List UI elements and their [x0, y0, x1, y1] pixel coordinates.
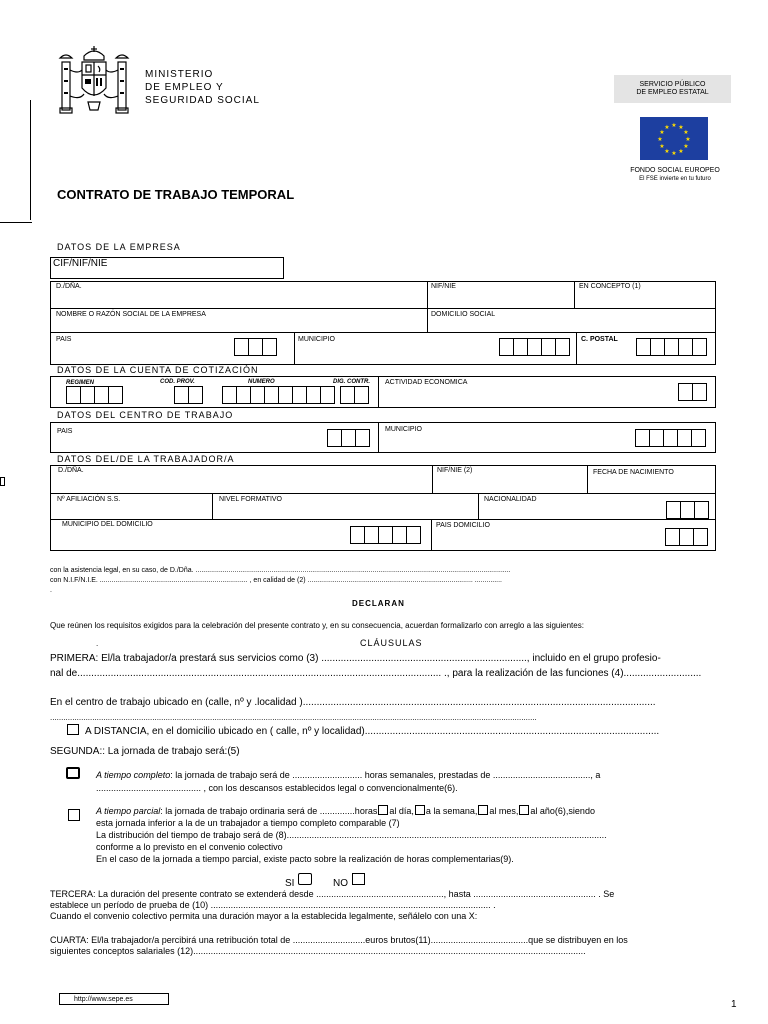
distancia-line: A DISTANCIA, en el domicilio ubicado en ( calle, nº y localidad)..........................................................................................................: [85, 726, 660, 737]
trabajador-col-divider: [478, 493, 479, 519]
actividad-label: ACTIVIDAD ECONOMICA: [385, 379, 468, 386]
svg-text:★: ★: [683, 129, 689, 136]
parcial-line-3: La distribución del tiempo de trabajo será de (8)................................................................................................................................: [96, 830, 607, 840]
numero-cells[interactable]: [222, 386, 335, 404]
centro-pais-cells[interactable]: [327, 429, 370, 447]
regimen-cells[interactable]: [66, 386, 123, 404]
empresa-concepto-label: EN CONCEPTO (1): [579, 283, 641, 290]
completo-line: [96, 770, 600, 781]
parcial-line: [96, 805, 595, 817]
dia-label: al día,: [389, 806, 414, 816]
trabajador-col-divider: [587, 465, 588, 493]
empresa-row-divider: [50, 308, 716, 309]
separator-dot: .: [50, 587, 52, 594]
cif-field[interactable]: [50, 257, 284, 279]
nacionalidad-cells[interactable]: [666, 501, 709, 519]
svg-text:★: ★: [683, 143, 689, 150]
centro-municipio-cells[interactable]: [635, 429, 706, 447]
svg-text:★: ★: [685, 136, 691, 143]
trabajador-row-divider: [50, 519, 716, 520]
separator-dot: .: [96, 639, 99, 648]
margin-line: [30, 100, 31, 220]
section-trabajador: DATOS DEL/DE LA TRABAJADOR/A: [57, 454, 235, 464]
eu-flag-icon: [640, 117, 708, 160]
centro-pais-label: PAIS: [57, 428, 73, 435]
cif-label: CIF/NIF/NIE: [53, 258, 108, 269]
primera-line-2: nal de................................................................................................................................... ., para la realización de las funciones (4)............................: [50, 668, 702, 679]
trabajador-col-divider: [432, 465, 433, 493]
si-label: SI: [285, 878, 295, 889]
clausulas-heading: CLÁUSULAS: [360, 638, 423, 648]
sepe-url-box[interactable]: [59, 993, 169, 1005]
completo-line-2: .......................................... , con los descansos establecidos legal o convencionalmente(6).: [96, 783, 458, 793]
trabajador-afiliacion-label: Nº AFILIACIÓN S.S.: [57, 496, 121, 503]
completo-text: : la jornada de trabajo será de ............................ horas semanales, prestadas de ......................................., a: [170, 770, 601, 780]
centro-line-2: ...........................................................................................................................................................................................................................: [50, 713, 537, 722]
empresa-pais-cells[interactable]: [234, 338, 277, 356]
declaran-heading: DECLARAN: [352, 599, 405, 608]
no-checkbox[interactable]: [352, 873, 365, 885]
parcial-line-4: conforme a lo previsto en el convenio colectivo: [96, 842, 283, 852]
empresa-nif-label: NIF/NIE: [431, 283, 456, 290]
trabajador-row-divider: [50, 493, 716, 494]
empresa-cpostal-cells[interactable]: [636, 338, 707, 356]
empresa-pais-label: PAIS: [56, 336, 72, 343]
cotizacion-col-divider: [378, 376, 379, 408]
margin-tick: [0, 222, 32, 223]
pais-domicilio-cells[interactable]: [665, 528, 708, 546]
tercera-line-1: TERCERA: La duración del presente contrato se extenderá desde ..................................................., hasta ................................................. . Se: [50, 889, 615, 899]
actividad-cells[interactable]: [678, 383, 707, 401]
svg-text:★: ★: [657, 136, 663, 143]
svg-text:★: ★: [664, 148, 670, 155]
trabajador-nacionalidad-label: NACIONALIDAD: [484, 496, 537, 503]
sepe-line-1: SERVICIO PÚBLICO: [639, 81, 706, 88]
trabajador-col-divider: [212, 493, 213, 519]
cuarta-line-2: siguientes conceptos salariales (12).............................................................................................................................................................: [50, 946, 586, 956]
page-number: 1: [731, 999, 737, 1010]
empresa-box: [50, 281, 716, 365]
reunen-line: Que reúnen los requisitos exigidos para la celebración del presente contrato y, en su consecuencia, acuerdan formalizarlo con arreglo a las siguientes:: [50, 621, 584, 630]
dig-label: DIG. CONTR.: [333, 379, 370, 385]
primera-line-1: PRIMERA: El/la trabajador/a prestará sus servicios como (3) .........................................................................., incluido en el grupo profesio-: [50, 653, 661, 664]
convenio-line: Cuando el convenio colectivo permita una duración mayor a la establecida legalmente, señálelo con una X:: [50, 911, 478, 921]
empresa-domicilio-label: DOMICILIO SOCIAL: [431, 311, 496, 318]
regimen-label: REGIMEN: [66, 380, 95, 386]
tercera-line-2: establece un período de prueba de (10) ................................................................................................................ .: [50, 900, 496, 910]
empresa-cpostal-label: C. POSTAL: [581, 336, 618, 343]
svg-text:★: ★: [664, 124, 670, 131]
parcial-line-2: esta jornada inferior a la de un trabajador a tiempo completo comparable (7): [96, 818, 400, 828]
svg-text:★: ★: [671, 150, 677, 157]
parcial-text: : la jornada de trabajo ordinaria será de ..............horas: [160, 806, 378, 816]
parcial-label: A tiempo parcial: [96, 806, 161, 816]
mes-checkbox[interactable]: [478, 805, 488, 815]
fse-line-1: FONDO SOCIAL EUROPEO: [630, 167, 720, 174]
sepe-url[interactable]: http://www.sepe.es: [74, 996, 133, 1003]
semana-checkbox[interactable]: [415, 805, 425, 815]
section-centro: DATOS DEL CENTRO DE TRABAJO: [57, 410, 234, 420]
svg-text:★: ★: [659, 129, 665, 136]
segunda-line: SEGUNDA:: La jornada de trabajo será:(5): [50, 746, 240, 757]
sepe-box: [614, 75, 731, 103]
empresa-municipio-cells[interactable]: [499, 338, 570, 356]
empresa-col-divider: [576, 332, 577, 365]
cotizacion-box: [50, 376, 716, 408]
centro-line-1: En el centro de trabajo ubicado en (calle, nº y .localidad )...............................................................................................................................: [50, 697, 656, 708]
dia-checkbox[interactable]: [378, 805, 388, 815]
empresa-col-divider: [294, 332, 295, 365]
trabajador-nif-label: NIF/NIE (2): [437, 467, 473, 474]
semana-label: a la semana,: [425, 806, 478, 816]
ministry-line-1: MINISTERIO: [145, 69, 214, 80]
codprov-label: COD. PROV.: [160, 379, 195, 385]
ministry-line-2: DE EMPLEO Y: [145, 82, 224, 93]
cuarta-line-1: CUARTA: El/la trabajador/a percibirá una retribución total de .............................euros brutos(11).......................................que se distribuyen en los: [50, 935, 628, 945]
coat-of-arms-logo: [56, 44, 132, 120]
tiempo-parcial-checkbox[interactable]: [68, 809, 80, 821]
svg-text:★: ★: [678, 124, 684, 131]
parcial-line-5: En el caso de la jornada a tiempo parcial, existe pacto sobre la realización de horas complementarias(9).: [96, 854, 514, 864]
section-empresa: DATOS DE LA EMPRESA: [57, 242, 181, 252]
mes-label: al mes,: [489, 806, 519, 816]
svg-text:★: ★: [671, 122, 677, 129]
centro-municipio-label: MUNICIPIO: [385, 426, 422, 433]
svg-text:★: ★: [659, 143, 665, 150]
trabajador-nivel-label: NIVEL FORMATIVO: [219, 496, 283, 503]
ano-checkbox[interactable]: [519, 805, 529, 815]
margin-mark: [0, 477, 5, 486]
no-label: NO: [333, 878, 348, 889]
distancia-checkbox[interactable]: [67, 724, 79, 735]
sepe-line-2: DE EMPLEO ESTATAL: [636, 89, 709, 96]
asistencia-line: con la asistencia legal, en su caso, de D./Dña. ..................................................................................................................................................................: [50, 567, 511, 574]
completo-label: A tiempo completo: [96, 770, 171, 780]
codprov-cells[interactable]: [174, 386, 203, 404]
svg-text:★: ★: [678, 148, 684, 155]
section-cotizacion: DATOS DE LA CUENTA DE COTIZACIÓN: [57, 365, 259, 375]
si-checkbox[interactable]: [298, 873, 312, 885]
nifnie-line: con N.I.F/N.I.E. ............................................................................ , en calidad de (2) ..................................................................................... ..............: [50, 577, 503, 584]
municipio-domicilio-cells[interactable]: [350, 526, 421, 544]
centro-col-divider: [378, 422, 379, 453]
empresa-col-divider: [574, 281, 575, 308]
trabajador-nacimiento-label: FECHA DE NACIMIENTO: [593, 469, 674, 476]
trabajador-municipio-label: MUNICIPIO DEL DOMICILIO: [62, 521, 153, 528]
empresa-dna-label: D./DÑA.: [56, 283, 82, 290]
form-title: CONTRATO DE TRABAJO TEMPORAL: [57, 187, 295, 202]
centro-box: [50, 422, 716, 453]
trabajador-col-divider: [431, 519, 432, 551]
numero-label: NUMERO: [248, 379, 275, 385]
empresa-municipio-label: MUNICIPIO: [298, 336, 335, 343]
trabajador-pais-label: PAIS DOMICILIO: [436, 522, 490, 529]
empresa-col-divider: [427, 281, 428, 333]
empresa-razon-label: NOMBRE O RAZÓN SOCIAL DE LA EMPRESA: [56, 311, 206, 318]
fse-line-2: El FSE invierte en tu futuro: [639, 176, 711, 182]
trabajador-dna-label: D./DÑA.: [58, 467, 84, 474]
ano-label: al año(6),siendo: [530, 806, 595, 816]
tiempo-completo-checkbox[interactable]: [66, 767, 80, 779]
dig-cells[interactable]: [340, 386, 369, 404]
ministry-line-3: SEGURIDAD SOCIAL: [145, 95, 260, 106]
empresa-row-divider: [50, 332, 716, 333]
